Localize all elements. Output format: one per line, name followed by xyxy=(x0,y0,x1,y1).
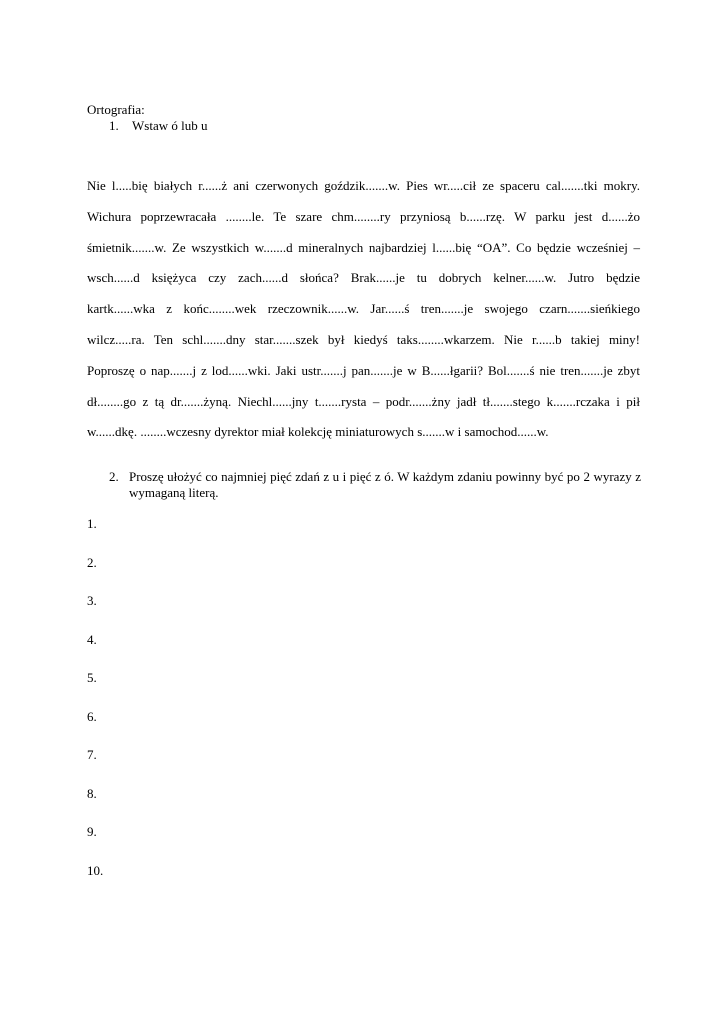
passage-line: śmietnik.......w. Ze wszystkich w.......d mineralnych najbardziej l......bię “OA”. Co będzie wcześniej – xyxy=(87,239,640,255)
task-1-instruction xyxy=(109,118,207,134)
answer-line-number: 10. xyxy=(87,862,104,878)
passage-line: wilcz.....ra. Ten schl.......dny star.......szek był kiedyś taks........wkarzem. Nie r......b takiej miny! xyxy=(87,331,640,347)
passage-line: kartk......wka z końc........wek rzeczownik......w. Jar......ś tren.......je swojego czarn.......sieńkiego xyxy=(87,301,640,317)
answer-line-number: 9. xyxy=(87,824,97,839)
task-1-number: 1. xyxy=(109,118,119,133)
answer-line-number: 7. xyxy=(87,747,97,762)
section-heading: Ortografia: xyxy=(87,102,145,117)
answer-line-number: 5. xyxy=(87,670,97,685)
task-1-text: Wstaw ó lub u xyxy=(132,118,208,133)
answer-list xyxy=(87,516,103,901)
passage-line: Wichura poprzewracała ........le. Te szare chm........ry przyniosą b......rzę. W parku jest d......żo xyxy=(87,208,640,224)
passage-line: wsch......d księżyca czy zach......d słońca? Brak......je tu dobrych kelner......w. Jutro będzie xyxy=(87,270,640,286)
passage-line: Poproszę o nap.......j z lod......wki. Jaki ustr.......j pan.......je w B......łgarii? Bol.......ś nie tren.......je zbyt xyxy=(87,362,640,378)
answer-line-number: 2. xyxy=(87,554,97,570)
answer-line-number: 6. xyxy=(87,708,97,724)
exercise-passage xyxy=(87,177,640,454)
passage-line: w......dkę. ........wczesny dyrektor miał kolekcję miniaturowych s.......w i samochod......w. xyxy=(87,424,549,440)
passage-line: Nie l.....bię białych r......ż ani czerwonych goździk.......w. Pies wr.....cił ze spaceru cal.......tki mokry. xyxy=(87,178,640,193)
task-2-text: Proszę ułożyć co najmniej pięć zdań z u i pięć z ó. W każdym zdaniu powinny być po 2 wyrazy z wymaganą literą. xyxy=(129,469,641,500)
passage-line: dł........go z tą dr.......żyną. Niechl......jny t.......rysta – podr.......żny jadł tł.......stego k.......rczaka i pił xyxy=(87,393,640,409)
task-2-number: 2. xyxy=(109,469,119,484)
answer-line-number: 1. xyxy=(87,516,97,531)
answer-line-number: 4. xyxy=(87,631,97,647)
answer-line-number: 8. xyxy=(87,785,97,801)
answer-line-number: 3. xyxy=(87,593,97,608)
task-2-instruction xyxy=(109,469,641,501)
